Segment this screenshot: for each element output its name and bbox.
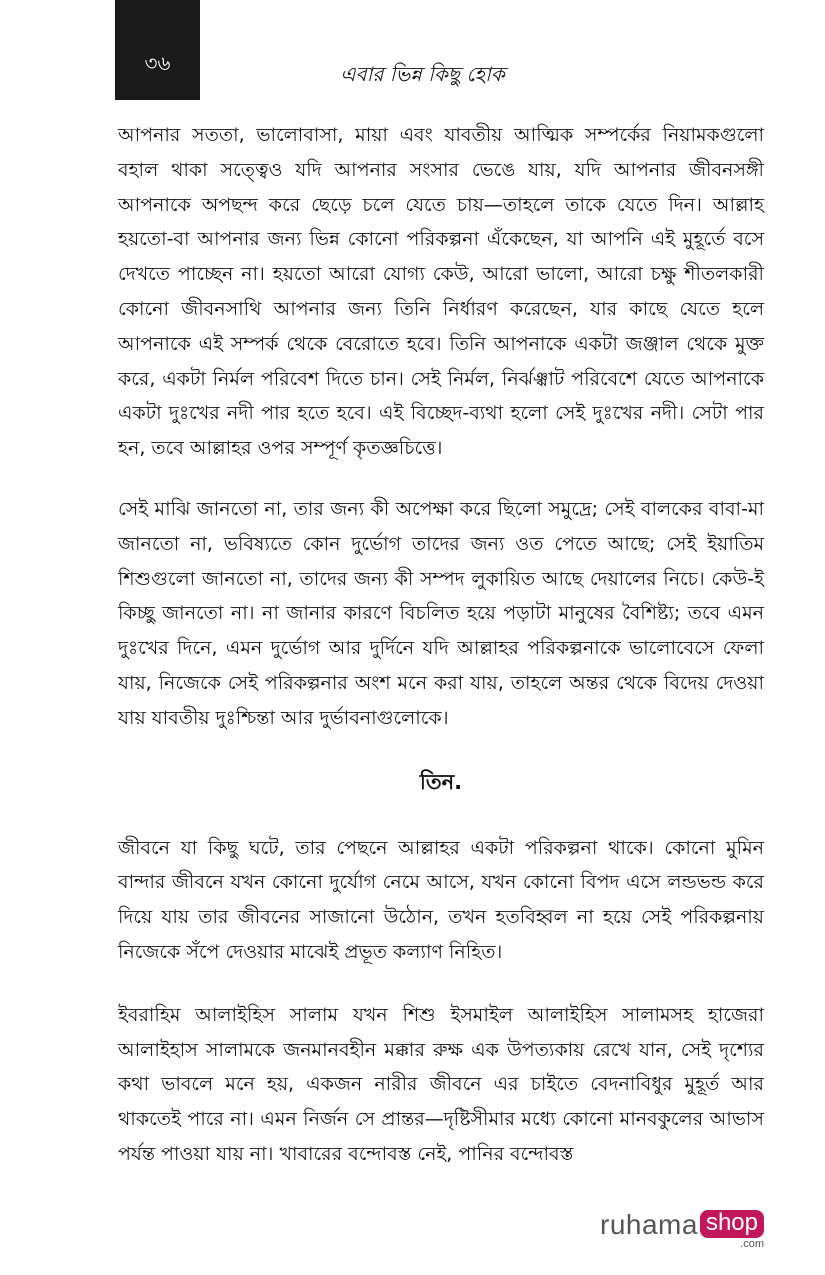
- watermark-domain: .com: [740, 1238, 764, 1250]
- watermark-shop-badge: [700, 1210, 764, 1250]
- page-number: ৩৬: [144, 50, 171, 75]
- section-paragraph-2: ইবরাহিম আলাইহিস সালাম যখন শিশু ইসমাইল আলাইহিস সালামসহ হাজেরা আলাইহাস সালামকে জনমানবহীন মক্কার রুক্ষ এক উপত্যকায় রেখে যান, সেই দৃশ্যের কথা ভাবলে মনে হয়, একজন নারীর জীবনে এর চাইতে বেদনাবিধুর মুহূর্ত আর থাকতেই পারে না। এমন নির্জন সে প্রান্তর—দৃষ্টিসীমার মধ্যে কোনো মানবকুলের আভাস পর্যন্ত পাওয়া যায় না। খাবারের বন্দোবস্ত নেই, পানির বন্দোবস্ত: [118, 1003, 764, 1165]
- running-header: এবার ভিন্ন কিছু হোক: [340, 62, 505, 86]
- body-paragraph-2: সেই মাঝি জানতো না, তার জন্য কী অপেক্ষা করে ছিলো সমুদ্রে; সেই বালকের বাবা-মা জানতো না, ভবিষ্যতে কোন দুর্ভোগ তাদের জন্য ওত পেতে আছে; সেই ইয়াতিম শিশুগুলো জানতো না, তাদের জন্য কী সম্পদ লুকায়িত আছে দেয়ালের নিচে। কেউ-ই কিচ্ছু জানতো না। না জানার কারণে বিচলিত হয়ে পড়াটা মানুষের বৈশিষ্ট্য; তবে এমন দুঃখের দিনে, এমন দুর্ভোগ আর দুর্দিনে যদি আল্লাহর পরিকল্পনাকে ভালোবেসে ফেলা যায়, নিজেকে সেই পরিকল্পনার অংশ মনে করা যায়, তাহলে অন্তর থেকে বিদেয় দেওয়া যায় যাবতীয় দুঃশ্চিন্তা আর দুর্ভাবনাগুলোকে।: [118, 497, 764, 729]
- page-body: [118, 118, 764, 1172]
- body-paragraph-1: আপনার সততা, ভালোবাসা, মায়া এবং যাবতীয় আত্মিক সম্পর্কের নিয়ামকগুলো বহাল থাকা সত্ত্বেও যদি আপনার সংসার ভেঙে যায়, যদি আপনার জীবনসঙ্গী আপনাকে অপছন্দ করে ছেড়ে চলে যেতে চায়—তাহলে তাকে যেতে দিন। আল্লাহ হয়তো-বা আপনার জন্য ভিন্ন কোনো পরিকল্পনা এঁকেছেন, যা আপনি এই মুহূর্তে বসে দেখতে পাচ্ছেন না। হয়তো আরো যোগ্য কেউ, আরো ভালো, আরো চক্ষু শীতলকারী কোনো জীবনসাথি আপনার জন্য তিনি নির্ধারণ করেছেন, যার কাছে যেতে হলে আপনাকে এই সম্পর্ক থেকে বেরোতে হবে। তিনি আপনাকে একটা জঞ্জাল থেকে মুক্ত করে, একটা নির্মল পরিবেশ দিতে চান। সেই নির্মল, নির্ঝঞ্ঝাট পরিবেশে যেতে আপনাকে একটা দুঃখের নদী পার হতে হবে। এই বিচ্ছেদ-ব্যথা হলো সেই দুঃখের নদী। সেটা পার হন, তবে আল্লাহর ওপর সম্পূর্ণ কৃতজ্ঞচিত্তে।: [118, 124, 764, 460]
- ruhamashop-watermark: [600, 1210, 780, 1260]
- section-heading: তিন.: [419, 769, 463, 794]
- section-paragraph-1: জীবনে যা কিছু ঘটে, তার পেছনে আল্লাহর একটা পরিকল্পনা থাকে। কোনো মুমিন বান্দার জীবনে যখন কোনো দুর্যোগ নেমে আসে, যখন কোনো বিপদ এসে লন্ডভন্ড করে দিয়ে যায় তার জীবনের সাজানো উঠোন, তখন হতবিহ্বল না হয়ে সেই পরিকল্পনায় নিজেকে সঁপে দেওয়ার মাঝেই প্রভূত কল্যাণ নিহিত।: [118, 836, 764, 963]
- watermark-brand: ruhama: [600, 1209, 698, 1240]
- watermark-shop: shop: [700, 1210, 764, 1238]
